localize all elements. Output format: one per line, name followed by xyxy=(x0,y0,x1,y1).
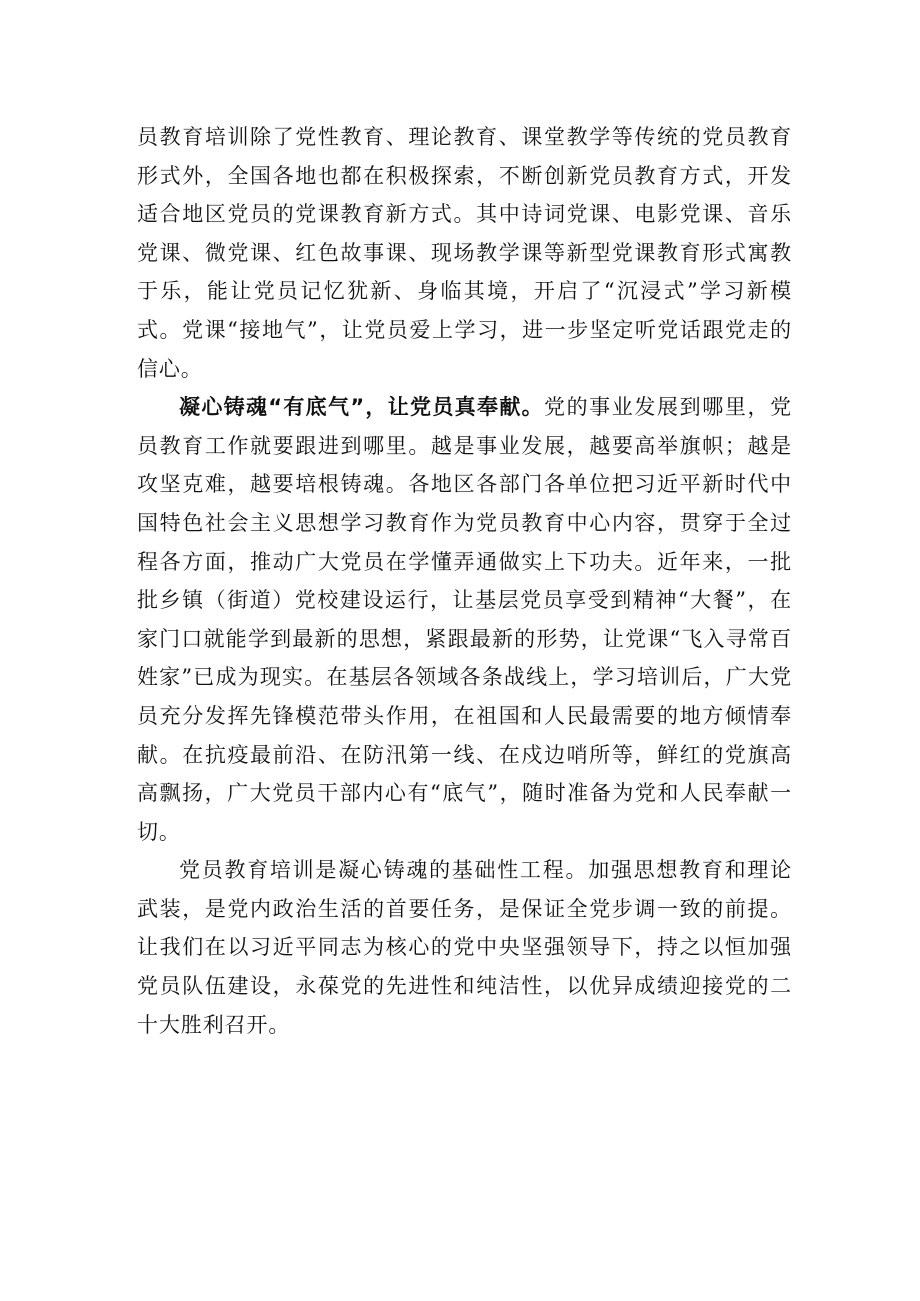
paragraph-conclusion xyxy=(137,851,792,1044)
paragraph-dedication xyxy=(137,388,792,851)
paragraph-lead-heading: 凝心铸魂“有底气”，让党员真奉献。 xyxy=(179,395,544,420)
paragraph-text: 员教育培训除了党性教育、理论教育、课堂教学等传统的党员教育形式外，全国各地也都在积极探索，不断创新党员教育方式，开发适合地区党员的党课教育新方式。其中诗词党课、电影党课、音乐党课、微党课、红色故事课、现场教学课等新型党课教育形式寓教于乐，能让党员记忆犹新、身临其境，开启了“沉浸式”学习新模式。党课“接地气”，让党员爱上学习，进一步坚定听党话跟党走的信心。 xyxy=(137,125,792,381)
paragraph-text: 党员教育培训是凝心铸魂的基础性工程。加强思想教育和理论武装，是党内政治生活的首要任务，是保证全党步调一致的前提。让我们在以习近平同志为核心的党中央坚强领导下，持之以恒加强党员队伍建设，永葆党的先进性和纯洁性，以优异成绩迎接党的二十大胜利召开。 xyxy=(137,858,792,1037)
paragraph-text: 党的事业发展到哪里，党员教育工作就要跟进到哪里。越是事业发展，越要高举旗帜；越是攻坚克难，越要培根铸魂。各地区各部门各单位把习近平新时代中国特色社会主义思想学习教育作为党员教育中心内容，贯穿于全过程各方面，推动广大党员在学懂弄通做实上下功夫。近年来，一批批乡镇（街道）党校建设运行，让基层党员享受到精神“大餐”，在家门口就能学到最新的思想，紧跟最新的形势，让党课“飞入寻常百姓家”已成为现实。在基层各领域各条战线上，学习培训后，广大党员充分发挥先锋模范带头作用，在祖国和人民最需要的地方倾情奉献。在抗疫最前沿、在防汛第一线、在戍边哨所等，鲜红的党旗高高飘扬，广大党员干部内心有“底气”，随时准备为党和人民奉献一切。 xyxy=(137,395,792,844)
document-body xyxy=(137,118,792,1044)
paragraph-continued xyxy=(137,118,792,388)
